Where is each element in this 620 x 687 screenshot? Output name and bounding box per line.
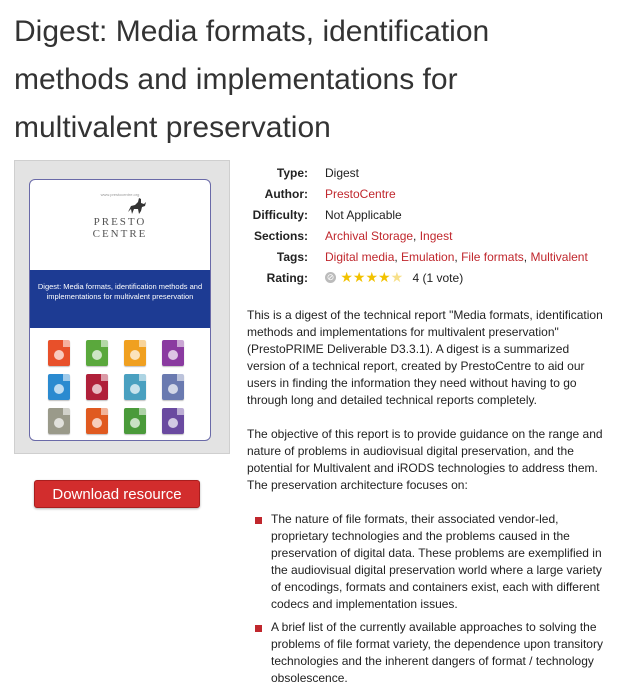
resource-cover-frame: [14, 160, 230, 454]
tag-link-emulation[interactable]: Emulation: [401, 250, 455, 264]
cover-title-band: [30, 270, 210, 328]
rating-stars[interactable]: [340, 268, 403, 288]
meta-label-rating: Rating:: [266, 271, 308, 285]
star-icon[interactable]: ★: [378, 268, 391, 285]
star-icon[interactable]: ★: [352, 268, 366, 285]
focus-list: [255, 511, 610, 687]
meta-value-type: Digest: [325, 166, 360, 180]
description-paragraph-2: The objective of this report is to provide guidance on the range and nature of problems in audiovisual digital preservation, and the potential for Multivalent and iRODS technologies to address them. The preservation architecture focuses on:: [247, 427, 603, 492]
download-resource-button[interactable]: Download resource: [34, 480, 200, 508]
star-icon[interactable]: ★: [390, 268, 404, 285]
file-format-icon: [124, 340, 146, 366]
file-format-icon: [86, 374, 108, 400]
file-format-icon: [48, 374, 70, 400]
file-format-icon: [124, 408, 146, 434]
resource-cover-image[interactable]: [29, 179, 211, 441]
meta-value-difficulty: Not Applicable: [325, 208, 402, 222]
horse-rider-logo-icon: [126, 196, 148, 216]
tag-link-file-formats[interactable]: File formats: [461, 250, 524, 264]
file-format-icon: [86, 408, 108, 434]
section-link-ingest[interactable]: Ingest: [419, 229, 453, 243]
meta-label-author: Author:: [264, 187, 308, 201]
file-format-icon: [162, 340, 184, 366]
meta-label-type: Type:: [276, 166, 308, 180]
cover-title-text: Digest: Media formats, identification methods and implementations for multivalent preservation: [37, 282, 203, 301]
cover-logo-line1: PRESTO: [93, 216, 147, 228]
meta-label-difficulty: Difficulty:: [252, 208, 308, 222]
cancel-rating-icon[interactable]: ⊘: [326, 272, 335, 283]
section-link-archival-storage[interactable]: Archival Storage: [325, 229, 414, 243]
star-icon[interactable]: ★: [365, 268, 379, 285]
cover-logo-line2: CENTRE: [92, 228, 148, 240]
file-format-icon: [86, 340, 108, 366]
meta-label-sections: Sections:: [253, 229, 308, 243]
meta-label-tags: Tags:: [276, 250, 308, 264]
author-link[interactable]: PrestoCentre: [325, 187, 396, 201]
list-item: The nature of file formats, their associated vendor-led, proprietary technologies and the problems caused in the preservation of digital data. These problems are exemplified in the audiovisual digital preservation world where a large variety of encodings, formats and containers exist, each with different codecs and implementation issues.: [255, 511, 610, 613]
file-format-icon: [162, 374, 184, 400]
tag-link-digital-media[interactable]: Digital media: [325, 250, 395, 264]
star-icon[interactable]: ★: [340, 268, 353, 285]
page-title: Digest: Media formats, identification methods and implementations for multivalent preservation: [14, 15, 490, 144]
cover-url: www.prestocentre.org: [100, 192, 140, 197]
presto-centre-logo: [30, 216, 210, 240]
file-format-icon: [124, 374, 146, 400]
list-item: A brief list of the currently available approaches to solving the problems of file format variety, the dependence upon transitory technologies and the inherent dangers of format / technology obsolescence.: [255, 619, 610, 687]
description-paragraph-1: This is a digest of the technical report "Media formats, identification methods and implementations for multivalent preservation" (PrestoPRIME Deliverable D3.3.1). A digest is a summarized version of a technical report, created by PrestoCentre to aid our users in finding the information they need without having to go through long and detailed technical reports completely.: [247, 308, 603, 407]
file-format-icon: [162, 408, 184, 434]
file-format-icon: [48, 408, 70, 434]
tag-link-multivalent[interactable]: Multivalent: [530, 250, 588, 264]
rating-summary: 4 (1 vote): [412, 271, 464, 285]
file-format-icon: [48, 340, 70, 366]
